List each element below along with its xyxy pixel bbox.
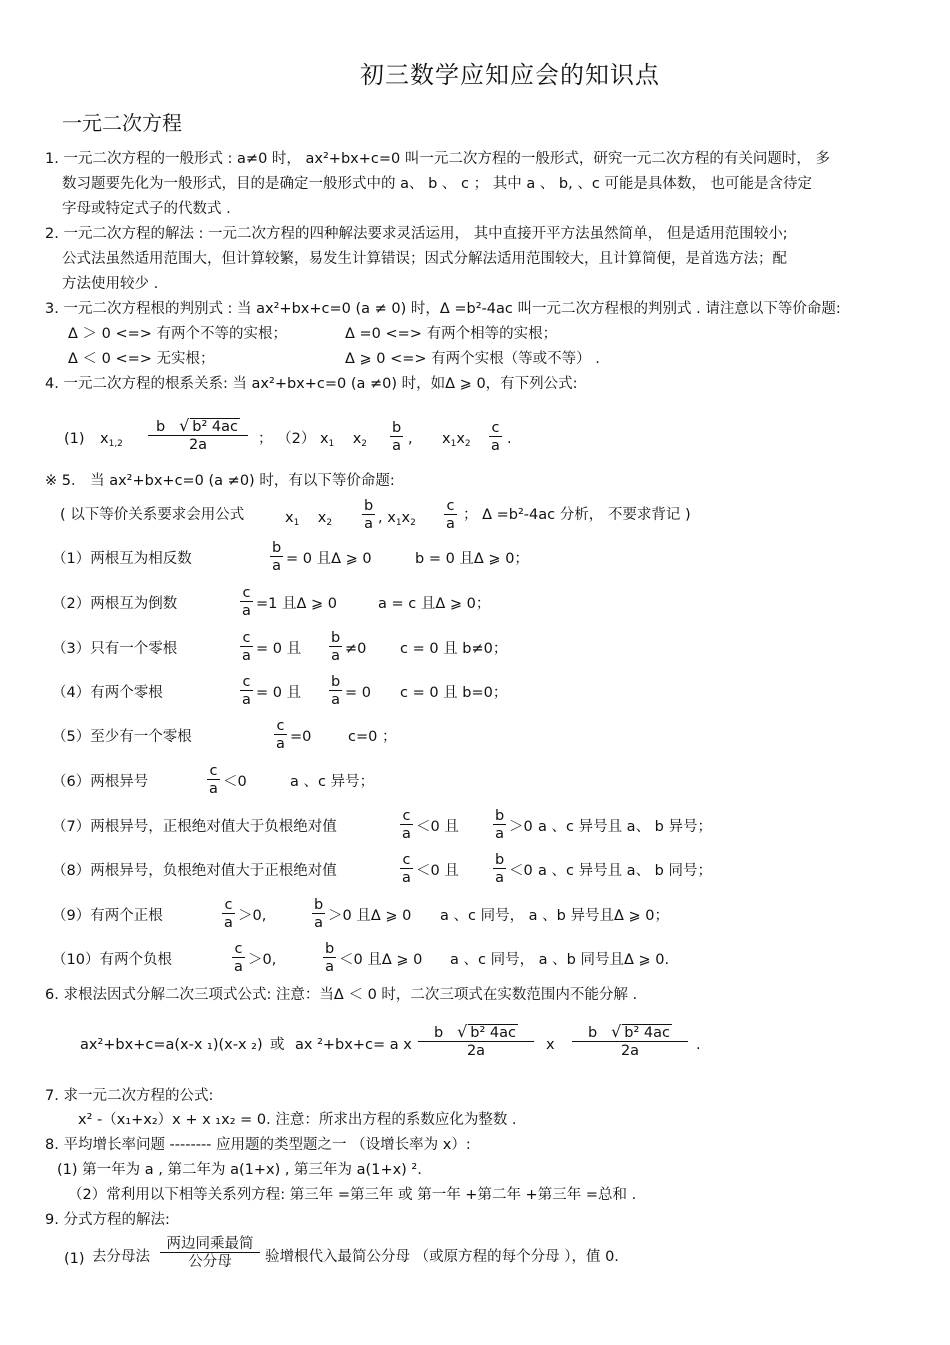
- item-3-line-1: 3. 一元二次方程根的判别式 : 当 ax²+bx+c=0 (a ≠ 0) 时，Δ =b²-4ac 叫一元二次方程根的判别式 . 请注意以下等价命题:: [45, 301, 841, 317]
- equivalence-fraction: c a: [224, 897, 233, 931]
- equivalence-label: （1）两根互为相反数: [52, 551, 192, 567]
- factorization-or: 或: [270, 1037, 285, 1053]
- factorization-root-2-fraction: b √ b² 4ac 2a: [572, 1024, 688, 1059]
- item-8-line-3: （2）常利用以下相等关系列方程: 第三年 =第三年 或 第一年 +第二年 +第三年 =总和 .: [68, 1187, 637, 1203]
- equivalence-relation: ＜0: [223, 774, 247, 790]
- equivalence-label: （3）只有一个零根: [52, 641, 178, 657]
- item-8-line-2: (1) 第一年为 a , 第二年为 a(1+x) , 第三年为 a(1+x) ².: [57, 1162, 422, 1178]
- equivalence-label: （9）有两个正根: [52, 908, 163, 924]
- equivalence-fraction: c a: [242, 585, 251, 619]
- item-9-post: 验增根代入最简公分母 （或原方程的每个分母 ），值 0.: [265, 1249, 619, 1265]
- equivalence-label: （5）至少有一个零根: [52, 729, 192, 745]
- formula-2-comma: ,: [408, 431, 413, 447]
- equivalence-relation: =0: [290, 729, 312, 745]
- equivalence-condition: a 、c 异号且 a、 b 异号；: [538, 819, 712, 835]
- item-2-line-2: 公式法虽然适用范围大，但计算较繁，易发生计算错误；因式分解法适用范围较大，且计算简便，是首选方法；配: [62, 251, 787, 267]
- equivalence-fraction: c a: [209, 763, 218, 797]
- sum-of-roots-fraction: b a: [392, 420, 402, 454]
- item-1-line-3: 字母或特定式子的代数式 .: [62, 201, 231, 217]
- equivalence-label: （10）有两个负根: [52, 952, 172, 968]
- formula-1-label: (1): [64, 431, 85, 447]
- equivalence-condition: a 、c 异号且 a、 b 同号；: [538, 863, 712, 879]
- equivalence-label: （2）两根互为倒数: [52, 596, 178, 612]
- item-2-line-3: 方法使用较少 .: [62, 276, 159, 292]
- equivalence-relation-2: ＞0: [509, 819, 533, 835]
- item-6-line-1: 6. 求根法因式分解二次三项式公式: 注意：当Δ ＜ 0 时，二次三项式在实数范围内不能分解 .: [45, 987, 638, 1003]
- factorization-x: x: [546, 1037, 555, 1053]
- item-1-line-1: 1. 一元二次方程的一般形式 : a≠0 时， ax²+bx+c=0 叫一元二次方程的一般形式，研究一元二次方程的有关问题时， 多: [45, 151, 830, 167]
- item-7-line-2: x² -（x₁+x₂）x + x ₁x₂ = 0. 注意：所求出方程的系数应化为整数 .: [78, 1112, 517, 1128]
- discriminant-nonnegative: Δ ⩾ 0 <=> 有两个实根（等或不等） .: [345, 351, 600, 367]
- formula-2-prefix: ； （2） $x_1$ $x_2$: [258, 431, 368, 449]
- equivalence-label: （7）两根异号，正根绝对值大于负根绝对值: [52, 819, 337, 835]
- discriminant-zero: Δ =0 <=> 有两个相等的实根；: [345, 326, 558, 342]
- equivalence-condition: c = 0 且 b≠0；: [400, 641, 508, 657]
- equivalence-fraction: c a: [276, 718, 285, 752]
- formula-1-x: $x_{1,2}$: [100, 431, 123, 449]
- equivalence-label: （6）两根异号: [52, 774, 149, 790]
- equivalence-relation: =1 且Δ ⩾ 0: [256, 596, 337, 612]
- discriminant-positive: Δ ＞ 0 <=> 有两个不等的实根；: [68, 326, 288, 342]
- equivalence-relation: ＞0,: [238, 908, 267, 924]
- equivalence-fraction-2: b a: [495, 808, 505, 842]
- equivalence-fraction: c a: [242, 674, 251, 708]
- hint-product-fraction: c a: [446, 498, 455, 532]
- equivalence-condition: a 、c 异号；: [290, 774, 375, 790]
- equivalence-fraction-2: b a: [495, 852, 505, 886]
- factorization-end: .: [696, 1037, 701, 1053]
- equivalence-fraction-2: b a: [325, 941, 335, 975]
- equivalence-relation-2: ＜0 且Δ ⩾ 0: [339, 952, 423, 968]
- hint-sum-fraction: b a: [364, 498, 374, 532]
- equivalence-relation: = 0 且Δ ⩾ 0: [286, 551, 372, 567]
- page-title: 初三数学应知应会的知识点: [360, 61, 660, 89]
- item-5-hint-x: $x_1$ $x_2$: [285, 510, 333, 528]
- equivalence-relation: ＞0,: [248, 952, 277, 968]
- item-5-hint-post: ； Δ =b²-4ac 分析， 不要求背记 ): [463, 507, 691, 523]
- equivalence-condition: c=0 ；: [348, 729, 397, 745]
- product-of-roots-fraction: c a: [491, 420, 500, 454]
- item-5-line-1: ※ 5． 当 ax²+bx+c=0 (a ≠0) 时，有以下等价命题:: [45, 473, 395, 489]
- factorization-root-1-fraction: b √ b² 4ac 2a: [418, 1024, 534, 1059]
- item-2-line-1: 2. 一元二次方程的解法 : 一元二次方程的四种解法要求灵活运用， 其中直接开平方法虽然简单， 但是适用范围较小;: [45, 226, 788, 242]
- item-8-line-1: 8. 平均增长率问题 -------- 应用题的类型题之一 （设增长率为 x）:: [45, 1137, 471, 1153]
- item-5-hint-mid: , $x_1x_2$: [378, 510, 416, 528]
- item-9-line-1: 9. 分式方程的解法:: [45, 1212, 170, 1228]
- equivalence-condition: b = 0 且Δ ⩾ 0；: [415, 551, 529, 567]
- item-9-label: (1): [64, 1251, 85, 1267]
- item-9-pre: 去分母法: [92, 1249, 150, 1265]
- formula-3-end: .: [507, 431, 512, 447]
- equivalence-label: （4）有两个零根: [52, 685, 163, 701]
- equivalence-relation: ＜0 且: [416, 863, 459, 879]
- equivalence-fraction: c a: [402, 852, 411, 886]
- equivalence-relation: = 0 且: [256, 685, 302, 701]
- equivalence-fraction: c a: [234, 941, 243, 975]
- equivalence-label: （8）两根异号，负根绝对值大于正根绝对值: [52, 863, 337, 879]
- quadratic-formula-fraction: b √ b² 4ac 2a: [148, 418, 248, 453]
- item-4-line-1: 4. 一元二次方程的根系关系: 当 ax²+bx+c=0 (a ≠0) 时，如Δ ⩾ 0，有下列公式:: [45, 376, 578, 392]
- denominator-clearing-fraction: 两边同乘最简 公分母: [160, 1236, 260, 1270]
- equivalence-fraction: c a: [402, 808, 411, 842]
- factorization-left: ax²+bx+c=a(x-x ₁)(x-x ₂): [80, 1037, 263, 1053]
- product-of-roots-x: $x_1x_2$: [442, 431, 471, 449]
- item-5-hint-prefix: ( 以下等价关系要求会用公式: [60, 507, 245, 523]
- equivalence-fraction-2: b a: [314, 897, 324, 931]
- item-1-line-2: 数习题要先化为一般形式，目的是确定一般形式中的 a、 b 、 c ； 其中 a 、 b, 、c 可能是具体数， 也可能是含待定: [62, 176, 813, 192]
- equivalence-relation-2: ≠0: [345, 641, 367, 657]
- equivalence-condition: a 、c 同号， a 、b 同号且Δ ⩾ 0.: [450, 952, 670, 968]
- equivalence-fraction: b a: [272, 540, 282, 574]
- equivalence-relation: ＜0 且: [416, 819, 459, 835]
- equivalence-fraction-2: b a: [331, 674, 341, 708]
- factorization-mid: ax ²+bx+c= a x: [295, 1037, 412, 1053]
- equivalence-condition: c = 0 且 b=0；: [400, 685, 508, 701]
- equivalence-fraction-2: b a: [331, 630, 341, 664]
- equivalence-fraction: c a: [242, 630, 251, 664]
- discriminant-negative: Δ ＜ 0 <=> 无实根；: [68, 351, 215, 367]
- item-7-line-1: 7. 求一元二次方程的公式:: [45, 1088, 214, 1104]
- equivalence-relation-2: ＞0 且Δ ⩾ 0: [328, 908, 412, 924]
- equivalence-relation-2: ＜0: [509, 863, 533, 879]
- equivalence-relation: = 0 且: [256, 641, 302, 657]
- equivalence-condition: a = c 且Δ ⩾ 0；: [378, 596, 491, 612]
- equivalence-condition: a 、c 同号， a 、b 异号且Δ ⩾ 0；: [440, 908, 670, 924]
- section-heading: 一元二次方程: [62, 111, 182, 135]
- equivalence-relation-2: = 0: [345, 685, 371, 701]
